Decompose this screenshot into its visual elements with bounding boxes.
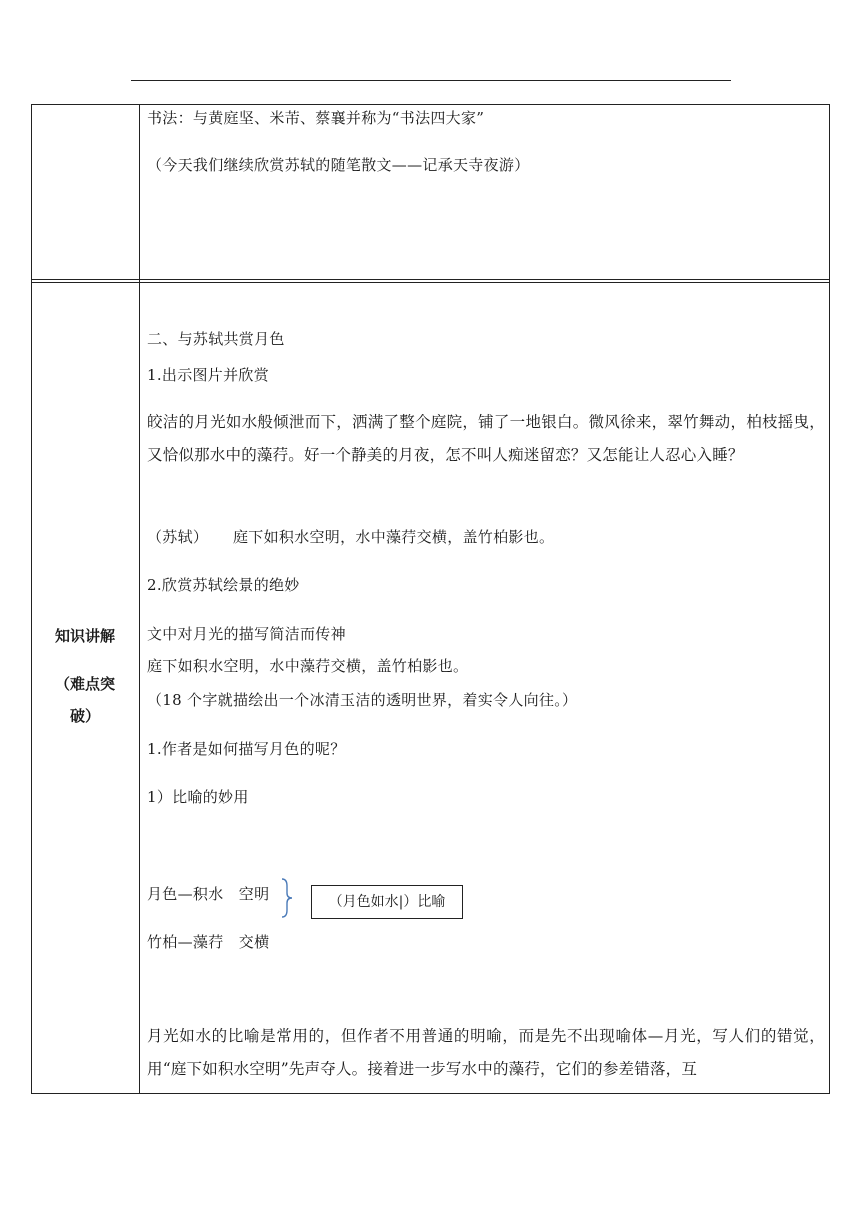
item-heading-1: 1.出示图片并欣赏 bbox=[147, 366, 270, 384]
calligraphy-note: 书法：与黄庭坚、米芾、蔡襄并称为“书法四大家” bbox=[147, 109, 485, 127]
quote-text: 庭下如积水空明，水中藻荇交横，盖竹柏影也。 bbox=[233, 528, 555, 546]
row-label-sub-1: （难点突 bbox=[54, 675, 115, 693]
sub-heading-metaphor: 1）比喻的妙用 bbox=[147, 788, 249, 806]
page-header-rule bbox=[131, 80, 731, 81]
question-heading: 1.作者是如何描写月色的呢？ bbox=[147, 740, 346, 758]
description-line-2: 庭下如积水空明，水中藻荇交横，盖竹柏影也。 bbox=[147, 657, 469, 675]
table-row-divider-double bbox=[31, 282, 830, 283]
row-label-knowledge: 知识讲解 bbox=[54, 627, 115, 645]
table-bottom-rule bbox=[31, 1093, 830, 1094]
table-row-divider bbox=[31, 279, 830, 280]
description-line-3: （18 个字就描绘出一个冰清玉洁的透明世界，着实令人向往。） bbox=[147, 691, 578, 709]
row-label-sub-2: 破） bbox=[69, 707, 100, 725]
metaphor-analysis-paragraph: 月光如水的比喻是常用的，但作者不用普通的明喻，而是先不出现喻体—月光，写人们的错觉，用“庭下如积水空明”先声夺人。接着进一步写水中的藻荇，它们的参差错落，互 bbox=[147, 1027, 825, 1078]
quote-author: （苏轼） bbox=[147, 528, 209, 546]
mapping-line-moon: 月色—积水 空明 bbox=[147, 885, 270, 903]
lesson-intro-note: （今天我们继续欣赏苏轼的随笔散文——记承天寺夜游） bbox=[147, 156, 530, 174]
metaphor-label-box: （月色如水|）比喻 bbox=[311, 885, 463, 919]
item-heading-2: 2.欣赏苏轼绘景的绝妙 bbox=[147, 576, 300, 594]
moonlight-paragraph: 皎洁的月光如水般倾泄而下，洒满了整个庭院，铺了一地银白。微风徐来，翠竹舞动，柏枝摇曳，又恰似那水中的藻荇。好一个静美的月夜，怎不叫人痴迷留恋？又怎能让人忍心入睡？ bbox=[147, 413, 825, 464]
description-line-1: 文中对月光的描写简洁而传神 bbox=[147, 625, 346, 643]
table-column-divider bbox=[139, 104, 140, 1094]
curly-brace-icon bbox=[280, 878, 294, 918]
mapping-line-bamboo: 竹柏—藻荇 交横 bbox=[147, 933, 270, 951]
section-title: 二、与苏轼共赏月色 bbox=[147, 330, 285, 348]
